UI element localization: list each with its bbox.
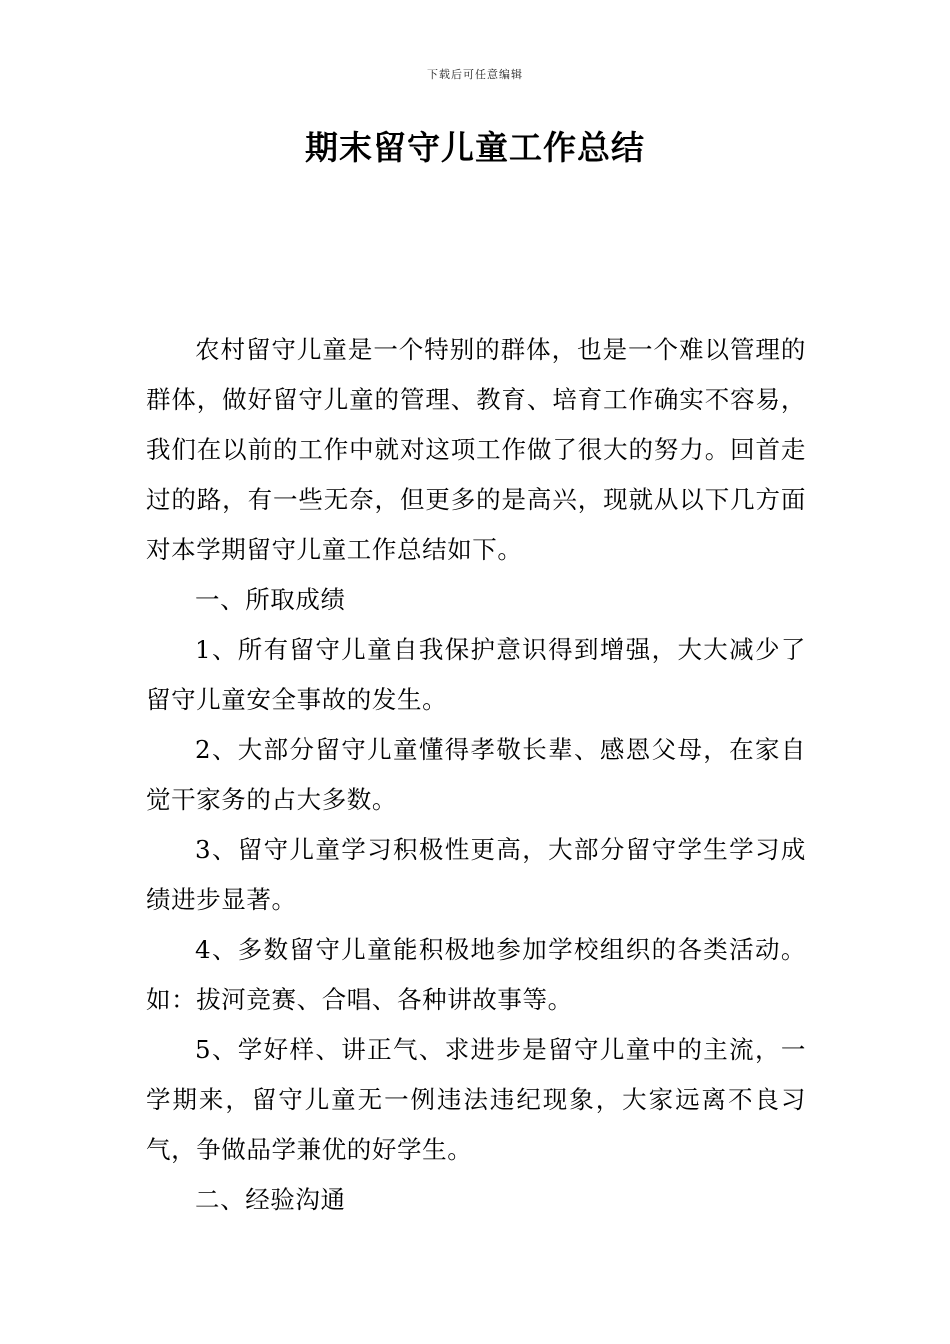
section-heading-achievements: 一、所取成绩 bbox=[195, 585, 346, 614]
achievement-item-2: 2、大部分留守儿童懂得孝敬长辈、感恩父母，在家自觉干家务的占大多数。 bbox=[146, 735, 806, 814]
achievement-item-4: 4、多数留守儿童能积极地参加学校组织的各类活动。如：拔河竞赛、合唱、各种讲故事等。 bbox=[146, 935, 806, 1014]
achievement-item-3: 3、留守儿童学习积极性更高，大部分留守学生学习成绩进步显著。 bbox=[146, 835, 806, 914]
page-title: 期末留守儿童工作总结 bbox=[305, 128, 645, 167]
header-note: 下载后可任意编辑 bbox=[427, 68, 523, 81]
achievement-item-5: 5、学好样、讲正气、求进步是留守儿童中的主流，一学期来，留守儿童无一例违法违纪现象，大家远离不良习气，争做品学兼优的好学生。 bbox=[146, 1035, 806, 1164]
section-heading-experience: 二、经验沟通 bbox=[195, 1185, 346, 1214]
achievement-item-1: 1、所有留守儿童自我保护意识得到增强，大大减少了留守儿童安全事故的发生。 bbox=[146, 635, 806, 714]
intro-paragraph: 农村留守儿童是一个特别的群体，也是一个难以管理的群体，做好留守儿童的管理、教育、培育工作确实不容易，我们在以前的工作中就对这项工作做了很大的努力。回首走过的路，有一些无奈，但更多的是高兴，现就从以下几方面对本学期留守儿童工作总结如下。 bbox=[146, 335, 806, 564]
document-body bbox=[146, 325, 806, 1225]
